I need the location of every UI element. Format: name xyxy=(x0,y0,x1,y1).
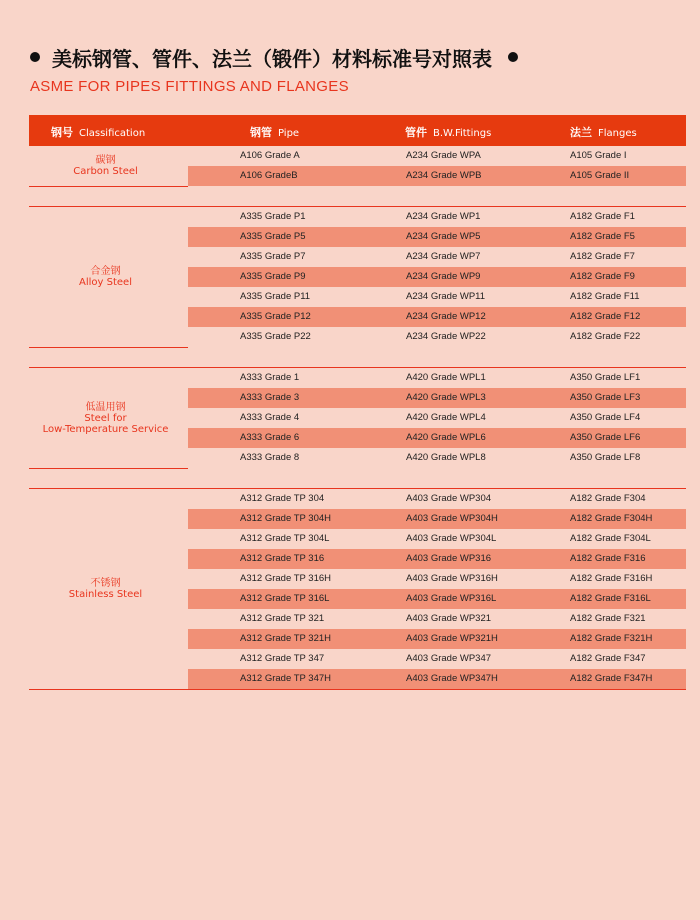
fitting-cell: A234 Grade WP9 xyxy=(406,271,481,282)
classification-en: Carbon Steel xyxy=(73,166,138,177)
table-bottom-line xyxy=(29,689,686,690)
fitting-cell: A403 Grade WP347 xyxy=(406,653,492,664)
flange-cell: A182 Grade F304 xyxy=(570,493,646,504)
fitting-cell: A234 Grade WP5 xyxy=(406,231,481,242)
pipe-cell: A335 Grade P9 xyxy=(240,271,306,282)
pipe-cell: A335 Grade P11 xyxy=(240,291,311,302)
pipe-cell: A312 Grade TP 316H xyxy=(240,573,332,584)
fitting-cell: A420 Grade WPL3 xyxy=(406,392,486,403)
flange-cell: A182 Grade F321H xyxy=(570,633,653,644)
table-row xyxy=(29,247,686,267)
section-gap xyxy=(29,187,686,206)
pipe-cell: A333 Grade 6 xyxy=(240,432,300,443)
fitting-cell: A234 Grade WP22 xyxy=(406,331,486,342)
classification-cn: 合金钢 xyxy=(90,266,121,277)
table-row xyxy=(29,649,686,669)
header-flanges-cn: 法兰 xyxy=(570,126,592,139)
flange-cell: A182 Grade F347H xyxy=(570,673,653,684)
pipe-cell: A312 Grade TP 347H xyxy=(240,673,332,684)
fitting-cell: A420 Grade WPL8 xyxy=(406,452,486,463)
header-flanges-en: Flanges xyxy=(598,128,637,139)
table-row xyxy=(29,669,686,689)
classification-cn: 低温用钢 xyxy=(85,402,126,413)
flange-cell: A182 Grade F12 xyxy=(570,311,641,322)
fitting-cell: A234 Grade WPB xyxy=(406,170,482,181)
flange-cell: A182 Grade F316H xyxy=(570,573,653,584)
table-row xyxy=(29,629,686,649)
fitting-cell: A234 Grade WPA xyxy=(406,150,481,161)
pipe-cell: A333 Grade 3 xyxy=(240,392,300,403)
fitting-cell: A234 Grade WP7 xyxy=(406,251,481,262)
flange-cell: A105 Grade II xyxy=(570,170,630,181)
pipe-cell: A312 Grade TP 304H xyxy=(240,513,332,524)
table-row xyxy=(29,287,686,307)
flange-cell: A350 Grade LF4 xyxy=(570,412,641,423)
fitting-cell: A403 Grade WP347H xyxy=(406,673,498,684)
fitting-cell: A403 Grade WP316H xyxy=(406,573,498,584)
flange-cell: A182 Grade F321 xyxy=(570,613,646,624)
classification-cn: 不锈钢 xyxy=(90,578,121,589)
pipe-cell: A312 Grade TP 347 xyxy=(240,653,325,664)
table-header xyxy=(29,115,686,146)
header-fittings xyxy=(405,124,491,140)
section-1 xyxy=(29,207,686,347)
pipe-cell: A335 Grade P22 xyxy=(240,331,311,342)
pipe-cell: A106 Grade A xyxy=(240,150,300,161)
table-body xyxy=(29,146,686,690)
flange-cell: A182 Grade F316 xyxy=(570,553,646,564)
pipe-cell: A312 Grade TP 321 xyxy=(240,613,325,624)
fitting-cell: A403 Grade WP304L xyxy=(406,533,497,544)
flange-cell: A350 Grade LF8 xyxy=(570,452,641,463)
table-row xyxy=(29,529,686,549)
table-row xyxy=(29,549,686,569)
flange-cell: A350 Grade LF3 xyxy=(570,392,641,403)
classification-label xyxy=(29,155,182,177)
fitting-cell: A234 Grade WP11 xyxy=(406,291,486,302)
header-pipe-cn: 钢管 xyxy=(250,126,272,139)
pipe-cell: A312 Grade TP 304 xyxy=(240,493,325,504)
flange-cell: A105 Grade I xyxy=(570,150,627,161)
section-gap xyxy=(29,348,686,367)
flange-cell: A182 Grade F5 xyxy=(570,231,635,242)
header-pipe xyxy=(250,124,299,140)
page-title-row xyxy=(30,42,670,72)
flange-cell: A182 Grade F22 xyxy=(570,331,641,342)
classification-label xyxy=(29,402,182,435)
pipe-cell: A312 Grade TP 304L xyxy=(240,533,330,544)
fitting-cell: A403 Grade WP321H xyxy=(406,633,498,644)
table-row xyxy=(29,448,686,468)
section-gap xyxy=(29,469,686,488)
pipe-cell: A333 Grade 4 xyxy=(240,412,300,423)
bullet-icon xyxy=(30,52,40,62)
pipe-cell: A312 Grade TP 316 xyxy=(240,553,325,564)
header-fittings-en: B.W.Fittings xyxy=(433,128,492,139)
bullet-icon xyxy=(508,52,518,62)
header-classification xyxy=(51,124,145,140)
header-classification-en: Classification xyxy=(79,128,146,139)
flange-cell: A182 Grade F7 xyxy=(570,251,635,262)
page-subtitle: ASME FOR PIPES FITTINGS AND FLANGES xyxy=(30,78,349,95)
fitting-cell: A403 Grade WP321 xyxy=(406,613,492,624)
fitting-cell: A420 Grade WPL1 xyxy=(406,372,486,383)
classification-label xyxy=(29,266,182,288)
section-2 xyxy=(29,368,686,468)
header-pipe-en: Pipe xyxy=(278,128,300,139)
header-flanges xyxy=(570,124,637,140)
fitting-cell: A403 Grade WP316 xyxy=(406,553,492,564)
fitting-cell: A403 Grade WP316L xyxy=(406,593,497,604)
table-row xyxy=(29,307,686,327)
table-row xyxy=(29,509,686,529)
classification-en: Steel for xyxy=(84,413,127,424)
pipe-cell: A335 Grade P1 xyxy=(240,211,306,222)
pipe-cell: A335 Grade P5 xyxy=(240,231,306,242)
table-row xyxy=(29,207,686,227)
flange-cell: A182 Grade F11 xyxy=(570,291,640,302)
fitting-cell: A420 Grade WPL6 xyxy=(406,432,486,443)
classification-en: Alloy Steel xyxy=(79,277,132,288)
page-title: 美标钢管、管件、法兰（锻件）材料标准号对照表 xyxy=(52,46,492,71)
table-row xyxy=(29,489,686,509)
flange-cell: A182 Grade F1 xyxy=(570,211,635,222)
table-row xyxy=(29,368,686,388)
flange-cell: A182 Grade F347 xyxy=(570,653,646,664)
section-3 xyxy=(29,489,686,689)
flange-cell: A182 Grade F304H xyxy=(570,513,653,524)
flange-cell: A350 Grade LF1 xyxy=(570,372,641,383)
table-row xyxy=(29,227,686,247)
pipe-cell: A106 GradeB xyxy=(240,170,298,181)
table-row xyxy=(29,609,686,629)
fitting-cell: A403 Grade WP304H xyxy=(406,513,498,524)
flange-cell: A182 Grade F304L xyxy=(570,533,651,544)
header-fittings-cn: 管件 xyxy=(405,126,427,139)
classification-en2: Low-Temperature Service xyxy=(42,424,169,435)
pipe-cell: A312 Grade TP 316L xyxy=(240,593,330,604)
fitting-cell: A403 Grade WP304 xyxy=(406,493,492,504)
pipe-cell: A312 Grade TP 321H xyxy=(240,633,332,644)
fitting-cell: A234 Grade WP12 xyxy=(406,311,486,322)
classification-cn: 碳钢 xyxy=(95,155,116,166)
material-table xyxy=(29,115,686,690)
pipe-cell: A333 Grade 8 xyxy=(240,452,300,463)
pipe-cell: A333 Grade 1 xyxy=(240,372,300,383)
section-0 xyxy=(29,146,686,186)
flange-cell: A182 Grade F9 xyxy=(570,271,635,282)
classification-label xyxy=(29,578,182,600)
table-row xyxy=(29,327,686,347)
flange-cell: A350 Grade LF6 xyxy=(570,432,641,443)
fitting-cell: A234 Grade WP1 xyxy=(406,211,481,222)
header-classification-cn: 钢号 xyxy=(51,126,73,139)
pipe-cell: A335 Grade P12 xyxy=(240,311,311,322)
classification-en: Stainless Steel xyxy=(68,589,143,600)
flange-cell: A182 Grade F316L xyxy=(570,593,651,604)
fitting-cell: A420 Grade WPL4 xyxy=(406,412,486,423)
pipe-cell: A335 Grade P7 xyxy=(240,251,306,262)
